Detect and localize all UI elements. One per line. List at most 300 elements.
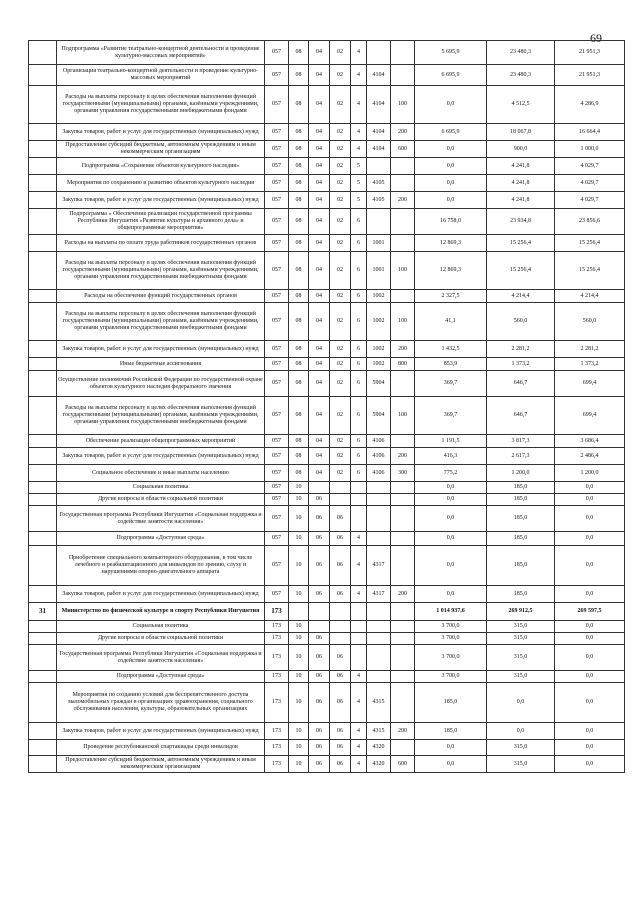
- row-name: Приобретение специального компьютерного оборудования, в том числе лечебного и реабилитационного для инвалидов по зрению, слуху и нарушениями опорно-двигательного аппарата: [57, 546, 265, 586]
- row-cs1: 02: [330, 303, 351, 341]
- row-sum-1: 0,0: [415, 740, 487, 756]
- row-cs2: [351, 506, 367, 532]
- row-rz: 10: [289, 756, 309, 773]
- row-sum-3: 15 256,4: [555, 235, 625, 252]
- row-sum-1: 0,0: [415, 506, 487, 532]
- row-cs1: 02: [330, 141, 351, 158]
- row-sum-1: 775,2: [415, 465, 487, 482]
- row-sum-1: 12 869,3: [415, 252, 487, 290]
- row-cs2: 6: [351, 397, 367, 435]
- table-row: [29, 603, 625, 621]
- row-sum-1: 0,0: [415, 532, 487, 546]
- row-cs3: [367, 482, 391, 494]
- row-gr: 173: [265, 683, 289, 723]
- row-sum-1: 0,0: [415, 546, 487, 586]
- row-sum-2: 4 512,5: [487, 86, 555, 124]
- row-gr: 057: [265, 546, 289, 586]
- row-sum-2: 315,0: [487, 756, 555, 773]
- row-cs3: 4104: [367, 124, 391, 141]
- row-cs2: 6: [351, 235, 367, 252]
- row-pr: 06: [309, 671, 330, 683]
- row-vr: [391, 532, 415, 546]
- row-sum-3: 0,0: [555, 633, 625, 645]
- row-sum-2: 4 241,8: [487, 175, 555, 192]
- row-cs3: [367, 621, 391, 633]
- table-row: [29, 435, 625, 448]
- row-number: [29, 252, 57, 290]
- row-rz: 08: [289, 371, 309, 397]
- table-row: [29, 65, 625, 86]
- row-cs1: 02: [330, 252, 351, 290]
- row-sum-1: 0,0: [415, 494, 487, 506]
- table-row: [29, 371, 625, 397]
- row-sum-2: 269 912,5: [487, 603, 555, 621]
- row-number: [29, 86, 57, 124]
- row-sum-3: 0,0: [555, 671, 625, 683]
- table-row: [29, 192, 625, 209]
- row-name: Предоставление субсидий бюджетным, автономным учреждениям и иным некоммерческим организациям: [57, 756, 265, 773]
- row-pr: 06: [309, 586, 330, 603]
- row-sum-1: 0,0: [415, 586, 487, 603]
- row-name: Предоставление субсидий бюджетным, автономным учреждениям и иным некоммерческим организациям: [57, 141, 265, 158]
- row-number: [29, 532, 57, 546]
- row-sum-1: 1 014 937,6: [415, 603, 487, 621]
- row-rz: 10: [289, 671, 309, 683]
- row-cs2: 4: [351, 65, 367, 86]
- row-sum-3: 4 286,9: [555, 86, 625, 124]
- row-number: [29, 303, 57, 341]
- row-sum-2: 2 617,3: [487, 448, 555, 465]
- table-row: [29, 358, 625, 371]
- row-sum-1: 12 869,3: [415, 235, 487, 252]
- row-number: [29, 756, 57, 773]
- row-number: [29, 546, 57, 586]
- row-cs1: [330, 482, 351, 494]
- row-name: Иные бюджетные ассигнования: [57, 358, 265, 371]
- row-cs3: 4315: [367, 723, 391, 740]
- row-vr: [391, 175, 415, 192]
- row-cs2: [351, 482, 367, 494]
- table-row: [29, 41, 625, 65]
- row-sum-2: 0,0: [487, 683, 555, 723]
- row-gr: 057: [265, 158, 289, 175]
- row-vr: 200: [391, 192, 415, 209]
- row-pr: 04: [309, 358, 330, 371]
- row-pr: 06: [309, 633, 330, 645]
- row-name: Закупка товаров, работ и услуг для государственных (муниципальных) нужд: [57, 192, 265, 209]
- row-sum-3: 4 029,7: [555, 175, 625, 192]
- row-gr: 057: [265, 209, 289, 235]
- row-cs2: 6: [351, 465, 367, 482]
- row-cs1: 02: [330, 448, 351, 465]
- row-cs3: [367, 645, 391, 671]
- row-sum-2: 0,0: [487, 723, 555, 740]
- row-rz: 10: [289, 532, 309, 546]
- row-cs3: 4104: [367, 141, 391, 158]
- row-vr: [391, 546, 415, 586]
- row-gr: 173: [265, 621, 289, 633]
- row-name: Осуществление полномочий Российской Федерации по государственной охране объектов культурного наследия федерального значения: [57, 371, 265, 397]
- row-name: Расходы на выплаты персоналу в целях обеспечения выполнения функций государственными (муниципальными) органами, казёнными учреждениями, органами управления государственными внебюджетными фондами: [57, 252, 265, 290]
- row-sum-2: 4 241,8: [487, 158, 555, 175]
- row-sum-2: 646,7: [487, 397, 555, 435]
- row-sum-1: 3 700,0: [415, 621, 487, 633]
- row-rz: 08: [289, 141, 309, 158]
- row-number: [29, 435, 57, 448]
- table-row: [29, 633, 625, 645]
- row-sum-2: 18 067,8: [487, 124, 555, 141]
- row-vr: [391, 603, 415, 621]
- row-vr: 100: [391, 86, 415, 124]
- row-sum-1: 0,0: [415, 756, 487, 773]
- row-rz: 08: [289, 358, 309, 371]
- row-vr: 300: [391, 465, 415, 482]
- row-sum-3: 560,0: [555, 303, 625, 341]
- row-cs1: [330, 603, 351, 621]
- row-pr: 04: [309, 371, 330, 397]
- row-number: [29, 192, 57, 209]
- row-name: Расходы на выплаты персоналу в целях обеспечения выполнения функций государственными (муниципальными) органами, казёнными учреждениями, органами управления государственными внебюджетными фондами: [57, 303, 265, 341]
- row-gr: 057: [265, 371, 289, 397]
- row-name: Подпрограмма «Развитие театрально-концертной деятельности и проведение культурно-массовых мероприятий»: [57, 41, 265, 65]
- row-sum-3: 4 029,7: [555, 192, 625, 209]
- row-rz: 08: [289, 209, 309, 235]
- row-gr: 057: [265, 175, 289, 192]
- row-cs2: 6: [351, 358, 367, 371]
- row-rz: 08: [289, 65, 309, 86]
- row-sum-1: 6 695,9: [415, 124, 487, 141]
- table-row: [29, 448, 625, 465]
- row-cs3: 4317: [367, 546, 391, 586]
- row-sum-1: 3 700,0: [415, 645, 487, 671]
- row-gr: 057: [265, 448, 289, 465]
- row-sum-1: 369,7: [415, 371, 487, 397]
- row-pr: 06: [309, 494, 330, 506]
- row-number: [29, 209, 57, 235]
- row-name: Подпрограмма «Доступная среда»: [57, 532, 265, 546]
- row-pr: 04: [309, 235, 330, 252]
- row-cs2: 4: [351, 86, 367, 124]
- row-cs1: [330, 494, 351, 506]
- row-sum-3: 0,0: [555, 740, 625, 756]
- row-rz: 08: [289, 341, 309, 358]
- row-pr: 04: [309, 397, 330, 435]
- row-gr: 173: [265, 671, 289, 683]
- table-row: [29, 586, 625, 603]
- row-name: Закупка товаров, работ и услуг для государственных (муниципальных) нужд: [57, 448, 265, 465]
- row-cs1: 06: [330, 723, 351, 740]
- row-pr: 04: [309, 41, 330, 65]
- row-sum-3: 269 597,5: [555, 603, 625, 621]
- row-rz: 08: [289, 290, 309, 303]
- row-name: Социальное обеспечение и иные выплаты населению: [57, 465, 265, 482]
- table-row: [29, 124, 625, 141]
- row-cs3: 4320: [367, 756, 391, 773]
- row-sum-2: 23 934,8: [487, 209, 555, 235]
- row-sum-3: 3 686,4: [555, 435, 625, 448]
- row-vr: [391, 371, 415, 397]
- budget-table: [28, 40, 625, 773]
- table-row: [29, 158, 625, 175]
- row-cs1: 02: [330, 192, 351, 209]
- row-number: [29, 158, 57, 175]
- row-cs2: 6: [351, 252, 367, 290]
- row-number: [29, 465, 57, 482]
- row-vr: 200: [391, 448, 415, 465]
- row-vr: 200: [391, 124, 415, 141]
- row-sum-3: 1 373,2: [555, 358, 625, 371]
- row-cs1: 06: [330, 546, 351, 586]
- row-sum-1: 853,9: [415, 358, 487, 371]
- row-sum-1: 185,0: [415, 723, 487, 740]
- row-gr: 057: [265, 290, 289, 303]
- table-row: [29, 303, 625, 341]
- row-sum-2: 185,0: [487, 506, 555, 532]
- row-number: [29, 341, 57, 358]
- row-pr: 04: [309, 141, 330, 158]
- row-rz: 10: [289, 546, 309, 586]
- row-vr: [391, 158, 415, 175]
- row-cs3: 4105: [367, 192, 391, 209]
- row-gr: 057: [265, 341, 289, 358]
- row-number: [29, 723, 57, 740]
- row-sum-3: 0,0: [555, 621, 625, 633]
- row-sum-2: 1 373,2: [487, 358, 555, 371]
- row-vr: [391, 65, 415, 86]
- row-sum-2: 315,0: [487, 633, 555, 645]
- row-cs3: [367, 41, 391, 65]
- row-vr: [391, 683, 415, 723]
- row-pr: 04: [309, 465, 330, 482]
- table-row: [29, 645, 625, 671]
- row-number: [29, 683, 57, 723]
- row-sum-2: 315,0: [487, 671, 555, 683]
- table-row: [29, 290, 625, 303]
- table-row: [29, 740, 625, 756]
- row-vr: 600: [391, 141, 415, 158]
- row-pr: 04: [309, 303, 330, 341]
- row-sum-2: 1 200,0: [487, 465, 555, 482]
- row-cs2: [351, 633, 367, 645]
- row-gr: 057: [265, 303, 289, 341]
- table-row: [29, 506, 625, 532]
- row-cs3: 4105: [367, 175, 391, 192]
- row-number: [29, 235, 57, 252]
- row-cs1: 02: [330, 124, 351, 141]
- row-vr: 800: [391, 358, 415, 371]
- row-sum-2: 2 281,2: [487, 341, 555, 358]
- row-cs2: 4: [351, 723, 367, 740]
- row-rz: 08: [289, 86, 309, 124]
- row-gr: 057: [265, 141, 289, 158]
- row-rz: 10: [289, 506, 309, 532]
- row-name: Организация театрально-концертной деятельности и проведение культурно-массовых мероприятий: [57, 65, 265, 86]
- table-row: [29, 397, 625, 435]
- row-sum-1: 6 695,9: [415, 65, 487, 86]
- row-cs1: 02: [330, 175, 351, 192]
- row-pr: 04: [309, 175, 330, 192]
- row-cs2: 4: [351, 756, 367, 773]
- row-number: [29, 124, 57, 141]
- row-cs2: 4: [351, 124, 367, 141]
- row-cs2: 4: [351, 586, 367, 603]
- row-name: Подпрограмма « Обеспечение реализации государственной программы Республики Ингушетия «Развитие культуры и архивного дела» и общепрограммные мероприятия»: [57, 209, 265, 235]
- table-row: [29, 252, 625, 290]
- row-name: Закупка товаров, работ и услуг для государственных (муниципальных) нужд: [57, 586, 265, 603]
- row-cs3: 1001: [367, 252, 391, 290]
- row-name: Социальная политика: [57, 621, 265, 633]
- row-rz: 10: [289, 482, 309, 494]
- row-pr: 06: [309, 506, 330, 532]
- row-cs1: [330, 633, 351, 645]
- row-cs3: [367, 209, 391, 235]
- row-sum-3: 21 951,3: [555, 41, 625, 65]
- row-pr: 06: [309, 645, 330, 671]
- row-vr: [391, 435, 415, 448]
- row-sum-3: 699,4: [555, 371, 625, 397]
- row-sum-1: 41,1: [415, 303, 487, 341]
- table-row: [29, 465, 625, 482]
- row-sum-3: 23 856,6: [555, 209, 625, 235]
- row-sum-3: 1 000,0: [555, 141, 625, 158]
- row-rz: 10: [289, 586, 309, 603]
- row-sum-1: 369,7: [415, 397, 487, 435]
- row-rz: 08: [289, 397, 309, 435]
- row-gr: 173: [265, 633, 289, 645]
- row-sum-3: 0,0: [555, 506, 625, 532]
- row-sum-2: 4 214,4: [487, 290, 555, 303]
- row-cs2: 6: [351, 303, 367, 341]
- row-vr: [391, 41, 415, 65]
- row-name: Закупка товаров, работ и услуг для государственных (муниципальных) нужд: [57, 341, 265, 358]
- row-rz: 08: [289, 192, 309, 209]
- row-number: [29, 740, 57, 756]
- row-number: [29, 141, 57, 158]
- row-pr: 04: [309, 341, 330, 358]
- row-sum-1: 0,0: [415, 141, 487, 158]
- row-sum-1: 5 695,9: [415, 41, 487, 65]
- row-vr: 200: [391, 341, 415, 358]
- row-pr: 04: [309, 252, 330, 290]
- row-name: Расходы на выплаты персоналу в целях обеспечения выполнения функций государственными (муниципальными) органами, казёнными учреждениями, органами управления государственными внебюджетными фондами: [57, 397, 265, 435]
- row-gr: 173: [265, 756, 289, 773]
- row-sum-2: 185,0: [487, 546, 555, 586]
- row-cs3: 4106: [367, 465, 391, 482]
- row-number: [29, 494, 57, 506]
- row-cs3: 4315: [367, 683, 391, 723]
- budget-rows: [29, 41, 625, 773]
- row-name: Проведение республиканской спартакиады среди инвалидов: [57, 740, 265, 756]
- row-pr: 04: [309, 65, 330, 86]
- row-cs3: 1002: [367, 303, 391, 341]
- row-gr: 057: [265, 124, 289, 141]
- row-gr: 057: [265, 65, 289, 86]
- row-vr: 100: [391, 303, 415, 341]
- row-vr: [391, 209, 415, 235]
- row-cs1: 02: [330, 397, 351, 435]
- row-cs1: 02: [330, 465, 351, 482]
- table-row: [29, 482, 625, 494]
- row-sum-2: 4 241,8: [487, 192, 555, 209]
- row-name: Другие вопросы в области социальной политики: [57, 633, 265, 645]
- table-row: [29, 723, 625, 740]
- row-number: [29, 482, 57, 494]
- row-gr: 057: [265, 397, 289, 435]
- row-vr: [391, 506, 415, 532]
- row-cs2: 4: [351, 671, 367, 683]
- row-cs3: [367, 532, 391, 546]
- row-sum-3: 0,0: [555, 723, 625, 740]
- row-cs1: 02: [330, 158, 351, 175]
- row-rz: 10: [289, 621, 309, 633]
- row-cs2: 6: [351, 435, 367, 448]
- row-sum-3: 0,0: [555, 494, 625, 506]
- row-rz: 08: [289, 175, 309, 192]
- row-name: Закупка товаров, работ и услуг для государственных (муниципальных) нужд: [57, 124, 265, 141]
- row-number: [29, 358, 57, 371]
- row-rz: 10: [289, 633, 309, 645]
- table-row: [29, 532, 625, 546]
- row-name: Социальная политика: [57, 482, 265, 494]
- row-gr: 057: [265, 532, 289, 546]
- row-cs1: 02: [330, 86, 351, 124]
- row-gr: 057: [265, 41, 289, 65]
- row-name: Расходы на выплаты по оплате труда работников государственных органов: [57, 235, 265, 252]
- row-cs1: 02: [330, 358, 351, 371]
- row-name: Мероприятия по сохранению и развитию объектов культурного наследия: [57, 175, 265, 192]
- row-cs3: 1002: [367, 358, 391, 371]
- row-sum-3: 4 029,7: [555, 158, 625, 175]
- row-sum-1: 416,3: [415, 448, 487, 465]
- row-vr: 200: [391, 723, 415, 740]
- row-cs2: [351, 603, 367, 621]
- row-sum-3: 15 256,4: [555, 252, 625, 290]
- row-cs2: [351, 645, 367, 671]
- row-rz: 08: [289, 235, 309, 252]
- row-sum-1: 185,0: [415, 683, 487, 723]
- row-cs3: [367, 633, 391, 645]
- row-vr: [391, 621, 415, 633]
- row-cs3: 4320: [367, 740, 391, 756]
- row-vr: [391, 645, 415, 671]
- row-number: [29, 65, 57, 86]
- row-pr: 04: [309, 209, 330, 235]
- row-sum-2: 560,0: [487, 303, 555, 341]
- row-cs2: 4: [351, 41, 367, 65]
- row-sum-3: 1 200,0: [555, 465, 625, 482]
- row-rz: 08: [289, 435, 309, 448]
- row-cs2: 6: [351, 448, 367, 465]
- table-row: [29, 546, 625, 586]
- row-vr: [391, 633, 415, 645]
- row-vr: [391, 740, 415, 756]
- row-sum-3: 2 281,2: [555, 341, 625, 358]
- table-row: [29, 683, 625, 723]
- row-pr: [309, 603, 330, 621]
- row-cs1: 02: [330, 209, 351, 235]
- table-row: [29, 141, 625, 158]
- row-sum-1: 16 758,0: [415, 209, 487, 235]
- row-cs2: 5: [351, 158, 367, 175]
- row-sum-3: 16 664,4: [555, 124, 625, 141]
- row-vr: 100: [391, 252, 415, 290]
- row-cs3: 1001: [367, 235, 391, 252]
- row-sum-2: 315,0: [487, 645, 555, 671]
- row-gr: 057: [265, 235, 289, 252]
- row-name: Подпрограмма «Сохранение объектов культурного наследия»: [57, 158, 265, 175]
- row-name: Министерство по физической культуре и спорту Республики Ингушетия: [57, 603, 265, 621]
- row-rz: 10: [289, 683, 309, 723]
